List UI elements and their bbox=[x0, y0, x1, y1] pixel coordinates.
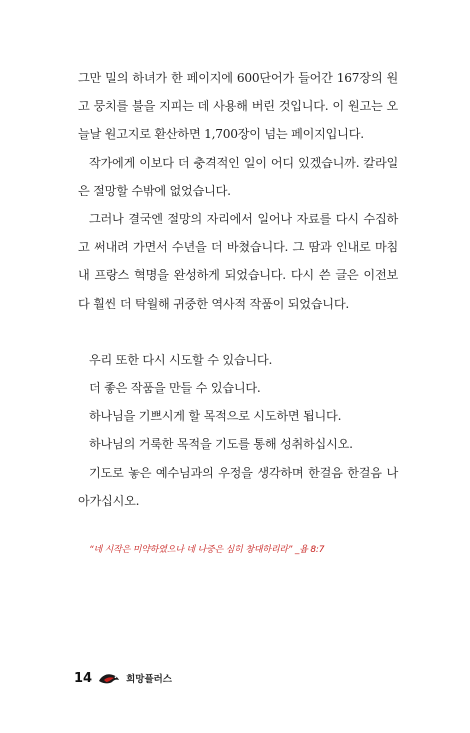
paragraph-1: 그만 밀의 하녀가 한 페이지에 600단어가 들어간 167장의 원고 뭉치를 불을 지피는 데 사용해 버린 것입니다. 이 원고는 오늘날 원고지로 환산하면 1,700장이 넘는 페이지입니다. bbox=[78, 71, 398, 142]
paragraph-7: 하나님의 거룩한 목적을 기도를 통해 성취하십시오. bbox=[89, 437, 353, 452]
scripture-quote: “네 시작은 미약하였으나 네 나중은 심히 창대하리라” _욥 8:7 bbox=[89, 545, 325, 555]
publisher-name: 희망플러스 bbox=[126, 674, 172, 685]
paragraph-gap bbox=[78, 318, 398, 346]
paragraph-2: 작가에게 이보다 더 충격적인 일이 어디 있겠습니까. 칼라일은 절망할 수밖에 없었습니다. bbox=[78, 155, 398, 198]
paragraph-8: 기도로 놓은 예수님과의 우정을 생각하며 한걸음 한걸음 나아가십시오. bbox=[78, 465, 398, 508]
page-number: 14 bbox=[74, 670, 93, 686]
paragraph-3: 그러나 결국엔 절망의 자리에서 일어나 자료를 다시 수집하고 써내려 가면서 수년을 더 바쳤습니다. 그 땀과 인내로 마침내 프랑스 혁명을 완성하게 되었습니다. 다시 쓴 글은 이전보다 훨씬 더 탁월해 귀중한 역사적 작품이 되었습니다. bbox=[78, 212, 398, 311]
body-text bbox=[78, 64, 398, 515]
paragraph-4: 우리 또한 다시 시도할 수 있습니다. bbox=[89, 352, 273, 367]
page-footer bbox=[74, 668, 172, 688]
paragraph-6: 하나님을 기쁘시게 할 목적으로 시도하면 됩니다. bbox=[89, 409, 342, 424]
paragraph-5: 더 좋은 작품을 만들 수 있습니다. bbox=[89, 381, 261, 396]
red-bird-logo-icon bbox=[98, 671, 120, 685]
